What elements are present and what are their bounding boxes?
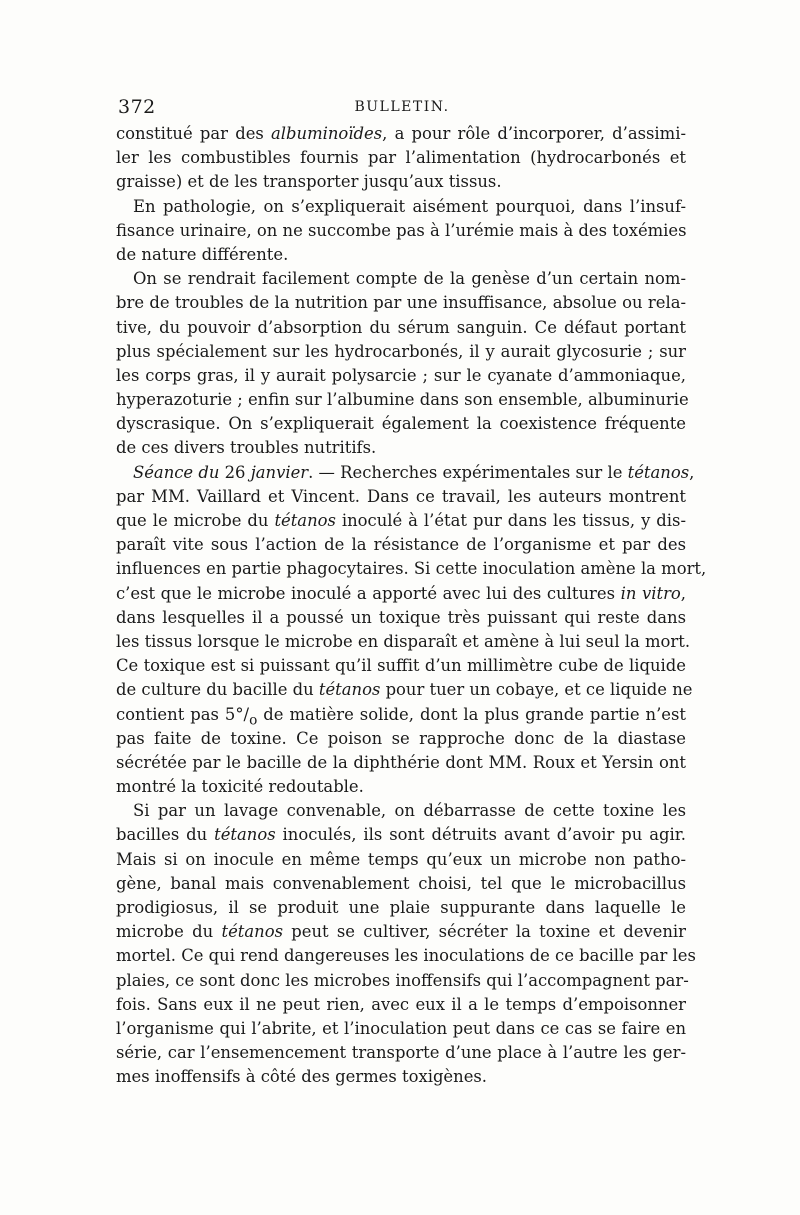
text-line: gène, banal mais convenablement choisi, tel que le microbacillus bbox=[116, 873, 686, 893]
text-line: plus spécialement sur les hydrocarbonés, il y aurait glycosurie ; sur bbox=[116, 341, 686, 361]
text-line: l’organisme qui l’abrite, et l’inoculation peut dans ce cas se faire en bbox=[116, 1018, 686, 1038]
text-line: pas faite de toxine. Ce poison se rapproche donc de la diastase bbox=[116, 728, 686, 748]
text-line: En pathologie, on s’expliquerait aisément pourquoi, dans l’insuf- bbox=[133, 196, 686, 216]
text-line: bacilles du tétanos inoculés, ils sont détruits avant d’avoir pu agir. bbox=[116, 825, 686, 845]
text-line: constitué par des albuminoïdes, a pour rôle d’incorporer, d’assimi- bbox=[116, 124, 686, 143]
body-text bbox=[116, 122, 707, 1090]
text-line: mortel. Ce qui rend dangereuses les inoculations de ce bacille par les bbox=[116, 946, 696, 966]
text-line: bre de troubles de la nutrition par une insuffisance, absolue ou rela- bbox=[116, 293, 686, 313]
text-line: Si par un lavage convenable, on débarrasse de cette toxine les bbox=[133, 801, 686, 821]
text-line: graisse) et de les transporter jusqu’aux tissus. bbox=[116, 172, 502, 192]
text-line: influences en partie phagocytaires. Si cette inoculation amène la mort, bbox=[116, 559, 707, 579]
text-line: tive, du pouvoir d’absorption du sérum sanguin. Ce défaut portant bbox=[116, 317, 686, 337]
text-line: sécrétée par le bacille de la diphthérie dont MM. Roux et Yersin ont bbox=[116, 752, 686, 772]
text-line: série, car l’ensemencement transporte d’une place à l’autre les ger- bbox=[116, 1043, 686, 1063]
text-line: dyscrasique. On s’expliquerait également la coexistence fréquente bbox=[116, 414, 686, 434]
text-line: microbe du tétanos peut se cultiver, sécréter la toxine et devenir bbox=[116, 922, 686, 942]
page-number: 372 bbox=[118, 96, 156, 118]
text-line: les tissus lorsque le microbe en disparaît et amène à lui seul la mort. bbox=[116, 631, 691, 651]
text-line: dans lesquelles il a poussé un toxique très puissant qui reste dans bbox=[116, 607, 686, 627]
text-line: de ces divers troubles nutritifs. bbox=[116, 438, 377, 458]
text-line: Ce toxique est si puissant qu’il suffit d’un millimètre cube de liquide bbox=[116, 656, 686, 676]
text-line: par MM. Vaillard et Vincent. Dans ce travail, les auteurs montrent bbox=[116, 486, 686, 506]
text-line: montré la toxicité redoutable. bbox=[116, 777, 364, 797]
text-line: mes inoffensifs à côté des germes toxigènes. bbox=[116, 1067, 488, 1087]
text-line: On se rendrait facilement compte de la genèse d’un certain nom- bbox=[133, 269, 686, 289]
text-line: de culture du bacille du tétanos pour tuer un cobaye, et ce liquide ne bbox=[116, 680, 693, 700]
text-line: paraît vite sous l’action de la résistance de l’organisme et par des bbox=[116, 535, 686, 555]
text-line: c’est que le microbe inoculé a apporté avec lui des cultures in vitro, bbox=[116, 583, 686, 603]
text-line: que le microbe du tétanos inoculé à l’état pur dans les tissus, y dis- bbox=[116, 511, 686, 530]
text-line: Séance du 26 janvier. — Recherches expérimentales sur le tétanos, bbox=[133, 462, 695, 482]
text-line: hyperazoturie ; enfin sur l’albumine dans son ensemble, albuminurie bbox=[116, 390, 689, 410]
text-line: Mais si on inocule en même temps qu’eux un microbe non patho- bbox=[116, 849, 686, 869]
text-line: les corps gras, il y aurait polysarcie ; sur le cyanate d’ammoniaque, bbox=[116, 365, 686, 385]
text-line: ler les combustibles fournis par l’alimentation (hydrocarbonés et bbox=[116, 148, 686, 168]
running-head bbox=[118, 96, 686, 122]
text-line: fois. Sans eux il ne peut rien, avec eux il a le temps d’empoisonner bbox=[116, 994, 686, 1014]
text-line: plaies, ce sont donc les microbes inoffensifs qui l’accompagnent par- bbox=[116, 970, 689, 990]
text-line: prodigiosus, il se produit une plaie suppurante dans laquelle le bbox=[116, 898, 686, 917]
text-line: fisance urinaire, on ne succombe pas à l’urémie mais à des toxémies bbox=[116, 220, 687, 240]
text-line: de nature différente. bbox=[116, 244, 289, 264]
journal-title: BULLETIN. bbox=[354, 99, 450, 115]
text-line: contient pas $5^\circ/_o$ de matière solide, dont la plus grande partie n’est bbox=[116, 704, 686, 728]
